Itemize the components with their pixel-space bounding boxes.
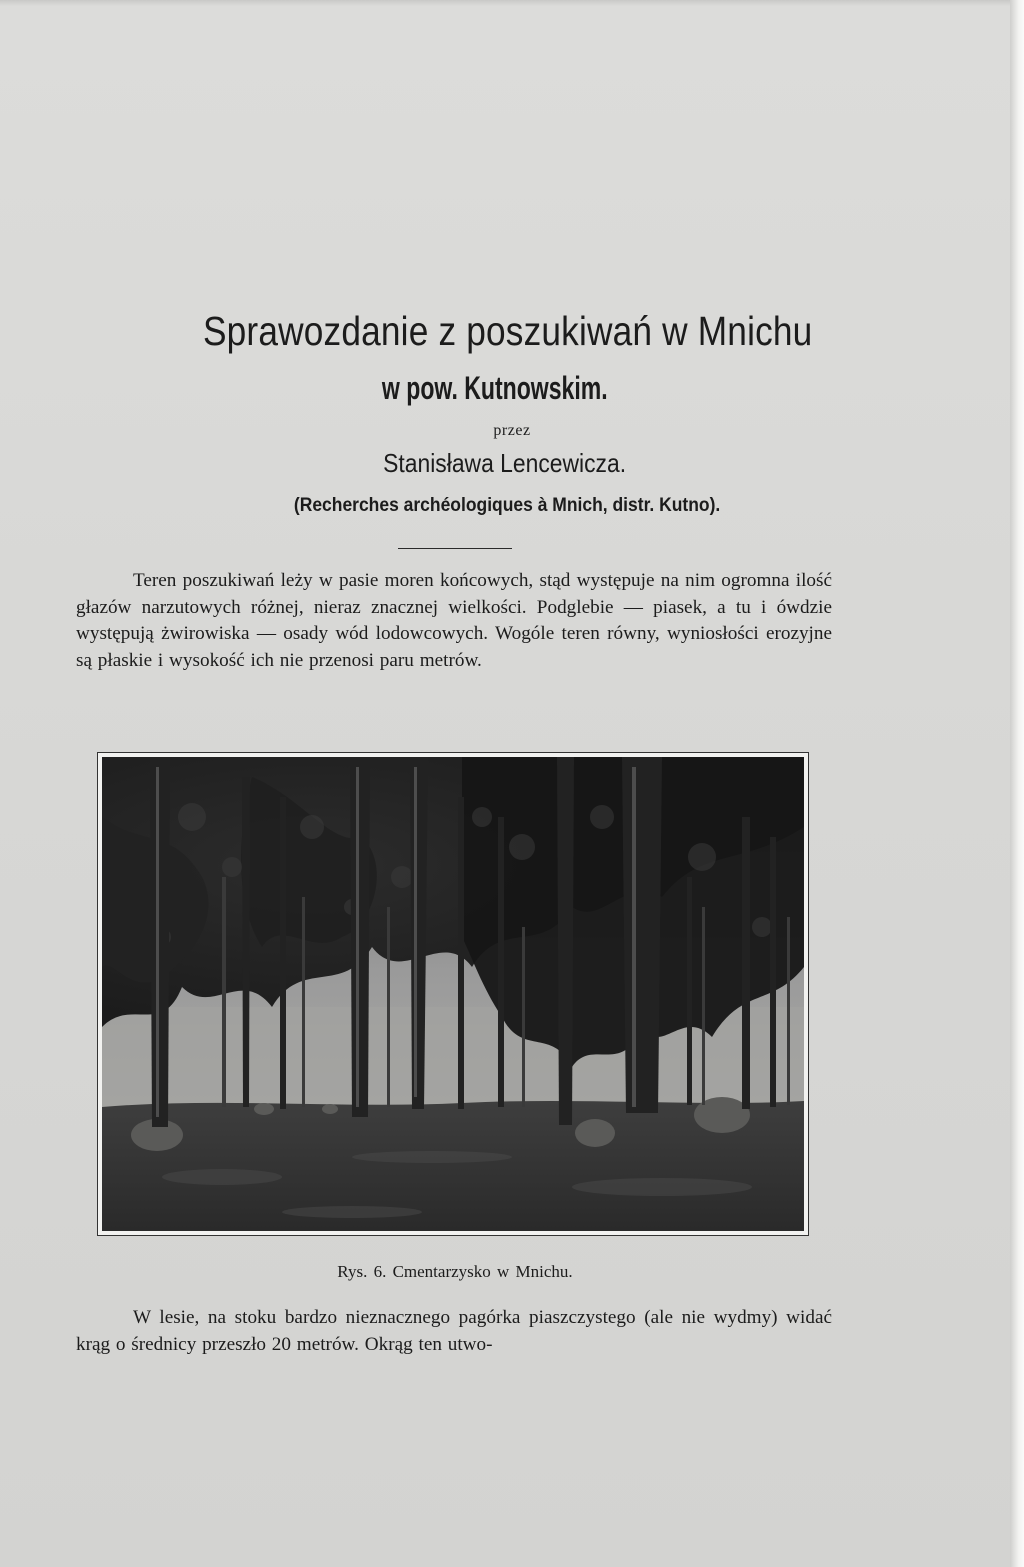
article-title: Sprawozdanie z poszukiwań w Mnichu: [202, 308, 813, 354]
page-top-edge: [0, 0, 1024, 6]
figure-caption: Rys. 6. Cmentarzysko w Mnichu.: [337, 1262, 573, 1281]
french-title: (Recherches archéologiques à Mnich, distr. Kutno).: [293, 495, 721, 516]
figure-photo: [97, 752, 809, 1236]
article-subtitle: w pow. Kutnowskim.: [381, 370, 608, 406]
author-name: Stanisława Lencewicza.: [383, 448, 627, 478]
body-paragraph-1: Teren poszukiwań leży w pasie moren końcowych, stąd występuje na nim ogromna ilość głazów narzutowych różnej, nieraz znacznej wielkości. Podglebie — piasek, a tu i ówdzie występują żwirowiska — osady wód lodowcowych. Wogóle teren równy, wyniosłości erozyjne są płaskie i wysokość ich nie przenosi paru metrów.: [76, 570, 832, 671]
title-divider: [398, 548, 512, 549]
author-preposition: przez: [493, 422, 531, 439]
page-right-edge: [1010, 0, 1024, 1567]
forest-photo-image: [102, 757, 804, 1231]
body-paragraph-2: W lesie, na stoku bardzo nieznacznego pagórka piaszczystego (ale nie wydmy) widać krąg o średnicy przeszło 20 metrów. Okrąg ten utwo-: [76, 1307, 832, 1355]
